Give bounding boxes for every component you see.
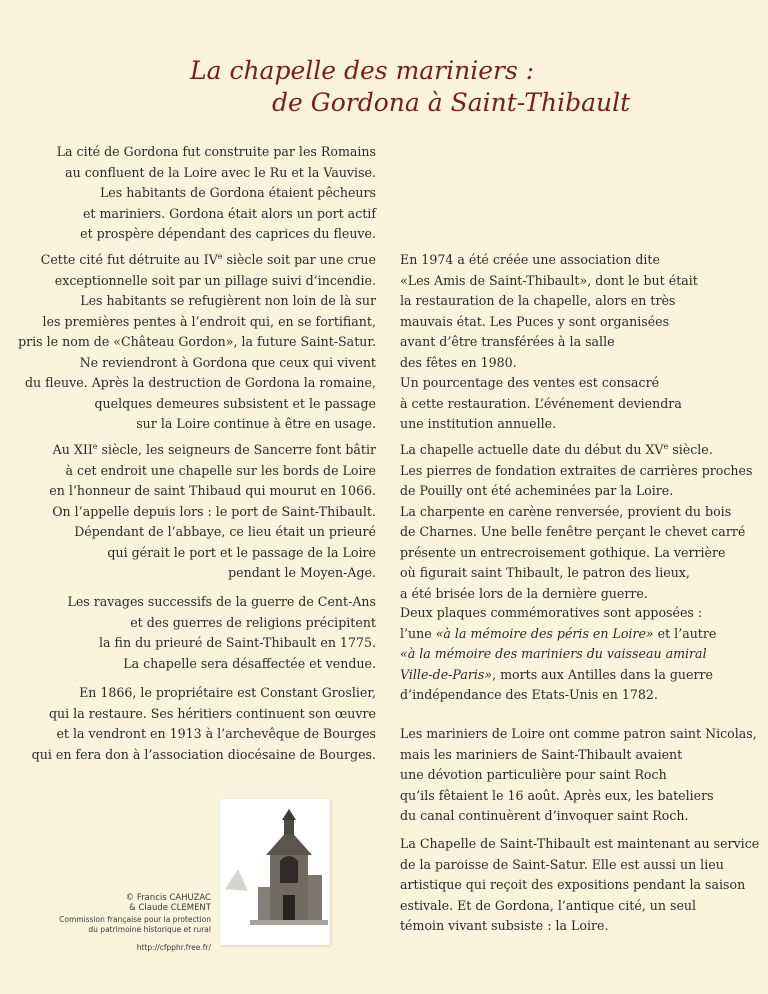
- text-line: de la paroisse de Saint-Satur. Elle est aussi un lieu: [400, 856, 724, 872]
- text-line: à cette restauration. L’événement deviendra: [400, 395, 682, 411]
- text-line: Les ravages successifs de la guerre de Cent-Ans: [67, 594, 376, 609]
- text-line: a été brisée lors de la dernière guerre.: [400, 585, 648, 601]
- text-line: et prospère dépendant des caprices du fleuve.: [80, 226, 376, 241]
- text-line: pris le nom de «Château Gordon», la future Saint-Satur.: [18, 334, 376, 349]
- text-line: où figurait saint Thibault, le patron des lieux,: [400, 565, 690, 580]
- text-line: La chapelle sera désaffectée et vendue.: [123, 655, 376, 671]
- text-line: «Les Amis de Saint-Thibault», dont le but était: [400, 272, 698, 288]
- text-line: On l’appelle depuis lors : le port de Saint-Thibault.: [52, 503, 376, 519]
- text-line: la restauration de la chapelle, alors en très: [400, 293, 676, 308]
- text-line: Cette cité fut détruite au IVe siècle soit par une crue: [40, 251, 376, 267]
- right-paragraph-1: [400, 250, 698, 435]
- text-line: une dévotion particulière pour saint Roch: [400, 767, 667, 782]
- chapel-image-icon: [220, 799, 330, 945]
- text-line: d’indépendance des Etats-Unis en 1782.: [400, 687, 658, 702]
- text-line: Les habitants de Gordona étaient pêcheurs: [99, 185, 376, 200]
- text-line: quelques demeures subsistent et le passage: [94, 395, 376, 411]
- text-line: des fêtes en 1980.: [400, 354, 517, 370]
- text-line: La Chapelle de Saint-Thibault est maintenant au service: [400, 836, 760, 851]
- text-line: pendant le Moyen-Age.: [228, 565, 376, 580]
- credit-line: Commission française pour la protection: [59, 915, 211, 924]
- text-line: La chapelle actuelle date du début du XVe siècle.: [400, 441, 713, 457]
- organization-credit: [59, 915, 211, 934]
- chapel-photo: [220, 799, 330, 945]
- text-line: La cité de Gordona fut construite par les Romains: [56, 144, 376, 159]
- left-paragraph-3: [49, 440, 376, 584]
- text-line: du fleuve. Après la destruction de Gordona la romaine,: [25, 375, 376, 390]
- credit-line: du patrimoine historique et rural: [88, 924, 211, 934]
- text-line: et la vendront en 1913 à l’archevêque de Bourges: [56, 726, 376, 741]
- left-paragraph-4: [67, 592, 376, 674]
- text-line: au confluent de la Loire avec le Ru et la Vauvise.: [65, 164, 376, 180]
- text-line: et mariniers. Gordona était alors un port actif: [82, 205, 376, 221]
- right-paragraph-3: [400, 603, 716, 706]
- website-url[interactable]: http://cfpphr.free.fr/: [136, 943, 211, 952]
- text-line: En 1974 a été créée une association dite: [400, 252, 660, 267]
- left-paragraph-1: [57, 142, 376, 245]
- text-line: Les habitants se refugièrent non loin de là sur: [80, 293, 376, 308]
- text-line: témoin vivant subsiste : la Loire.: [400, 918, 609, 933]
- text-line: qui gérait le port et le passage de la Loire: [107, 544, 376, 560]
- credit-line: © Francis CAHUZAC: [125, 893, 211, 903]
- text-line: Un pourcentage des ventes est consacré: [400, 375, 660, 390]
- text-line: Ville-de-Paris», morts aux Antilles dans la guerre: [400, 666, 713, 682]
- left-paragraph-5: [32, 683, 376, 765]
- text-line: Au XIIe siècle, les seigneurs de Sancerre font bâtir: [52, 441, 376, 457]
- text-line: présente un entrecroisement gothique. La verrière: [400, 544, 726, 560]
- text-line: En 1866, le propriétaire est Constant Groslier,: [79, 685, 376, 700]
- text-line: une institution annuelle.: [400, 416, 557, 431]
- text-line: qui la restaure. Ses héritiers continuent son œuvre: [48, 705, 376, 721]
- text-line: sur la Loire continue à être en usage.: [136, 416, 376, 431]
- text-line: qui en fera don à l’association diocésaine de Bourges.: [31, 746, 376, 762]
- text-line: Dépendant de l’abbaye, ce lieu était un prieuré: [74, 524, 376, 539]
- text-line: artistique qui reçoit des expositions pendant la saison: [400, 877, 746, 892]
- right-paragraph-5: [400, 834, 759, 937]
- text-line: mais les mariniers de Saint-Thibault avaient: [400, 746, 683, 762]
- text-line: La charpente en carène renversée, provient du bois: [400, 503, 732, 519]
- website-link[interactable]: [137, 943, 211, 953]
- text-line: qu’ils fêtaient le 16 août. Après eux, les bateliers: [400, 787, 714, 803]
- text-line: exceptionnelle soit par un pillage suivi d’incendie.: [54, 272, 376, 288]
- text-line: les premières pentes à l’endroit qui, en se fortifiant,: [42, 313, 376, 329]
- text-line: du canal continuèrent d’invoquer saint Roch.: [400, 808, 689, 823]
- photo-credit: [126, 893, 211, 913]
- text-line: avant d’être transférées à la salle: [400, 334, 615, 349]
- text-line: «à la mémoire des mariniers du vaisseau amiral: [400, 646, 707, 661]
- text-line: mauvais état. Les Puces y sont organisées: [400, 313, 670, 329]
- text-line: Ne reviendront à Gordona que ceux qui vivent: [79, 354, 376, 370]
- text-line: à cet endroit une chapelle sur les bords de Loire: [65, 462, 376, 478]
- right-paragraph-4: [400, 724, 757, 827]
- text-line: Deux plaques commémoratives sont apposées :: [400, 605, 703, 620]
- text-line: estivale. Et de Gordona, l’antique cité, un seul: [400, 897, 697, 913]
- text-line: Les mariniers de Loire ont comme patron saint Nicolas,: [400, 726, 757, 741]
- credit-line: & Claude CLEMENT: [129, 903, 211, 913]
- text-line: et des guerres de religions précipitent: [130, 614, 376, 630]
- right-paragraph-2: [400, 440, 752, 604]
- text-line: de Charnes. Une belle fenêtre perçant le chevet carré: [400, 524, 746, 539]
- page-title-line-2: de Gordona à Saint-Thibault: [272, 88, 631, 117]
- text-line: l’une «à la mémoire des péris en Loire» et l’autre: [400, 625, 717, 641]
- text-line: Les pierres de fondation extraites de carrières proches: [400, 462, 753, 478]
- text-line: la fin du prieuré de Saint-Thibault en 1775.: [99, 635, 376, 650]
- page-title-line-1: La chapelle des mariniers :: [190, 56, 535, 85]
- text-line: de Pouilly ont été acheminées par la Loire.: [400, 483, 674, 498]
- text-line: en l’honneur de saint Thibaud qui mourut en 1066.: [49, 483, 376, 498]
- left-paragraph-2: [18, 250, 376, 435]
